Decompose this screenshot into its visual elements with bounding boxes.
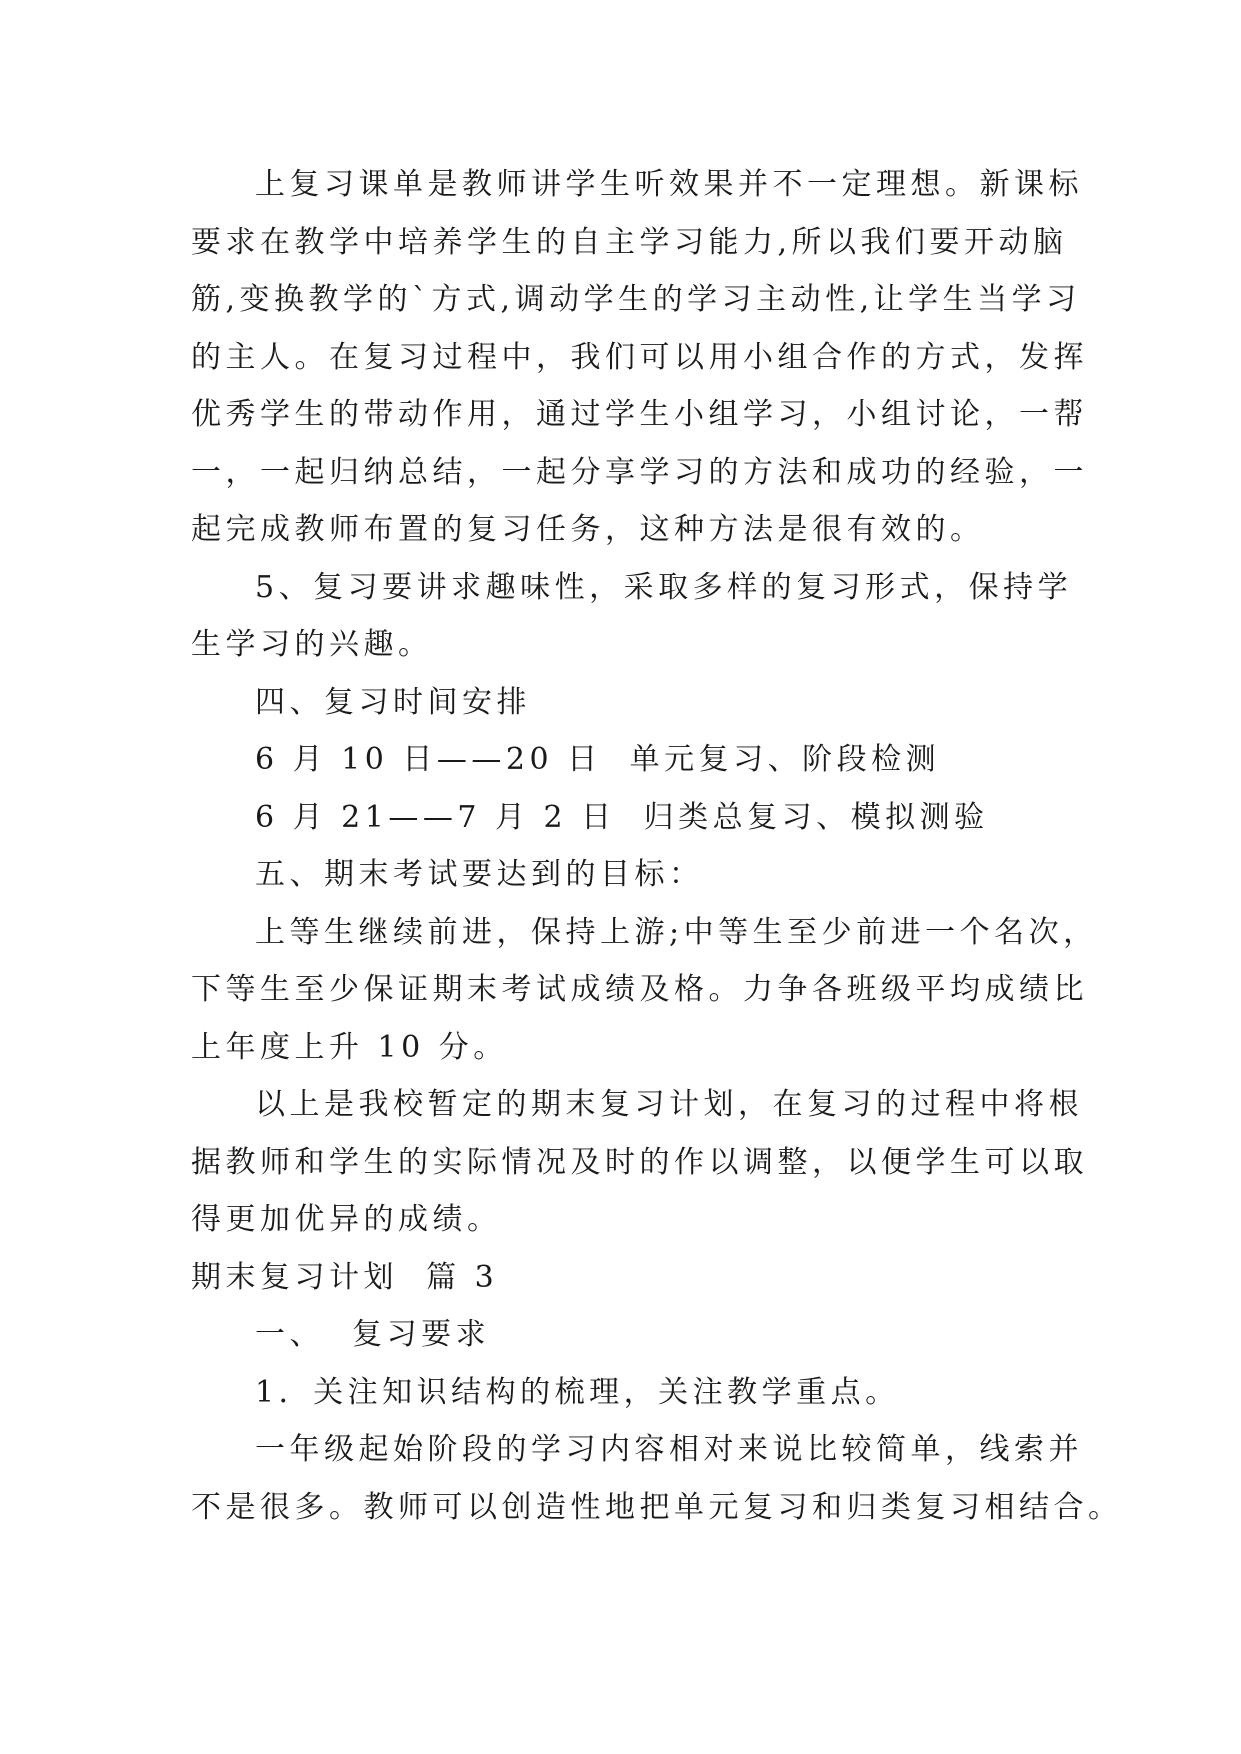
text-line: 生学习的兴趣。 <box>191 627 433 662</box>
text-line: 6 月 10 日——20 日 单元复习、阶段检测 <box>255 742 941 777</box>
text-line: 四、复习时间安排 <box>255 684 531 720</box>
text-line: 上年度上升 10 分。 <box>191 1029 508 1065</box>
paragraph-review-methods <box>191 156 1088 559</box>
section-heading-goals <box>191 846 1047 904</box>
text-line: 6 月 21——7 月 2 日 归类总复习、模拟测验 <box>255 799 989 835</box>
text-line: 一，一起归纳总结，一起分享学习的方法和成功的经验，一 <box>191 454 1088 490</box>
text-line: 一年级起始阶段的学习内容相对来说比较简单，线索并 <box>255 1432 1083 1467</box>
paragraph-first-grade <box>191 1421 1123 1536</box>
text-line: 筋,变换教学的`方式,调动学生的学习主动性,让学生当学习 <box>191 282 1081 317</box>
document-body <box>191 156 1123 1536</box>
text-line: 一、 复习要求 <box>255 1317 491 1352</box>
paragraph-conclusion <box>191 1076 1088 1249</box>
text-line: 的主人。在复习过程中，我们可以用小组合作的方式，发挥 <box>191 339 1088 375</box>
text-line: 期末复习计划 篇 3 <box>191 1259 499 1295</box>
text-line: 不是很多。教师可以创造性地把单元复习和归类复习相结合。 <box>191 1489 1123 1525</box>
text-line: 1．关注知识结构的梳理，关注教学重点。 <box>255 1374 900 1410</box>
paragraph-interest <box>191 559 1073 674</box>
paragraph-goals <box>191 904 1098 1077</box>
schedule-item-2 <box>191 789 1047 847</box>
text-line: 上复习课单是教师讲学生听效果并不一定理想。新课标 <box>255 167 1083 202</box>
schedule-item-1 <box>191 731 1047 789</box>
text-line: 起完成教师布置的复习任务，这种方法是很有效的。 <box>191 512 985 547</box>
text-line: 上等生继续前进，保持上游;中等生至少前进一个名次， <box>255 914 1098 950</box>
requirement-item-1 <box>191 1364 1047 1422</box>
section-title-plan-3 <box>191 1249 1047 1307</box>
text-line: 5、复习要讲求趣味性，采取多样的复习形式，保持学 <box>255 569 1073 605</box>
section-heading-requirements <box>191 1306 1047 1364</box>
text-line: 得更加优异的成绩。 <box>191 1202 502 1237</box>
text-line: 下等生至少保证期末考试成绩及格。力争各班级平均成绩比 <box>191 972 1088 1007</box>
text-line: 以上是我校暂定的期末复习计划，在复习的过程中将根 <box>255 1087 1083 1122</box>
text-line: 五、期末考试要达到的目标： <box>255 857 704 892</box>
text-line: 优秀学生的带动作用，通过学生小组学习，小组讨论，一帮 <box>191 397 1088 432</box>
text-line: 据教师和学生的实际情况及时的作以调整，以便学生可以取 <box>191 1144 1088 1180</box>
text-line: 要求在教学中培养学生的自主学习能力,所以我们要开动脑 <box>191 224 1068 260</box>
section-heading-schedule <box>191 674 1047 732</box>
